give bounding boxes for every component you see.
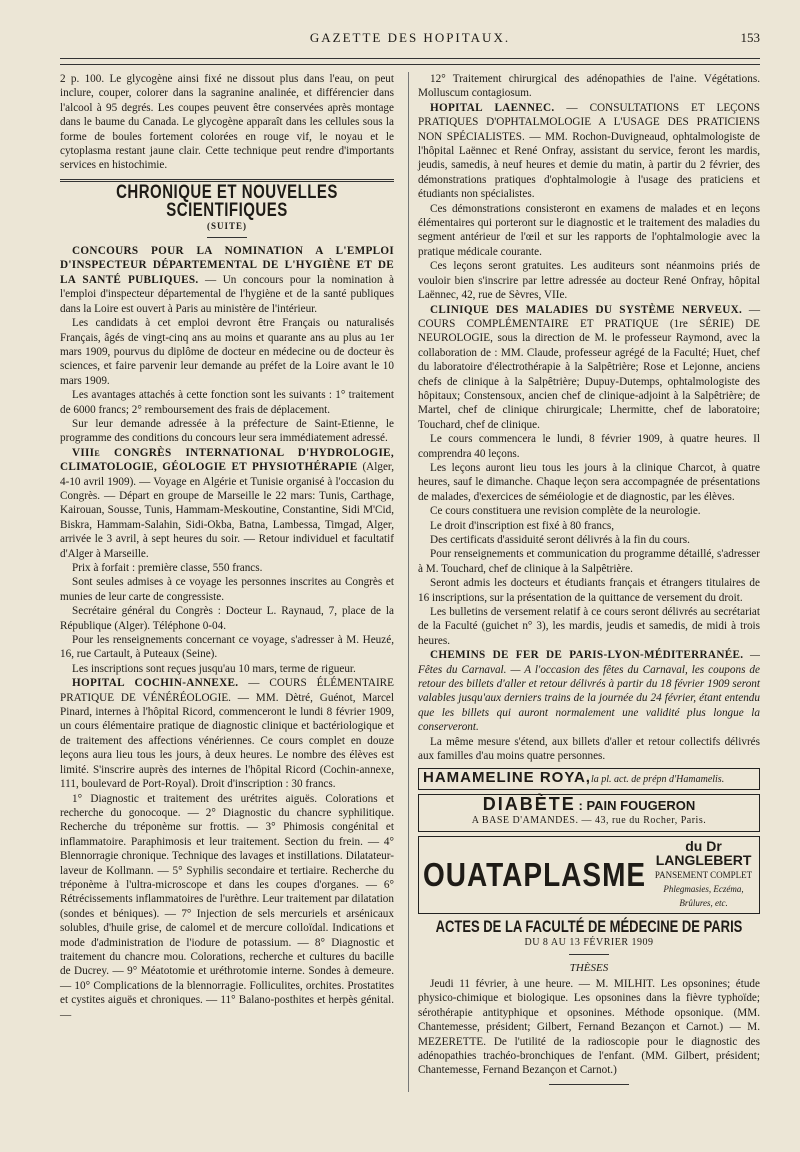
congres-p4: Secrétaire général du Congrès : Docteur L. Raynaud, 7, place de la République (Alger). Téléphone 0-04. bbox=[60, 605, 394, 632]
cochin-p2: 1° Diagnostic et traitement des urétrites aiguës. Colorations et recherche du gonocoque. — 2° Diagnostic du chancre syphilitique. Recherche du tréponème sur frottis. — 3° Phimosis congénital et inflammatoire. Paraphimosis et leur traitement. Section du frein. — 4° Blennorragie chronique. Technique des lavages et instillations. Dilatateur-laveur de Kollmann. — 5° Syphilis secondaire et tertiaire. Recherche du tréponème à l'ultra-microscope et dans les coupes d'organes. — 6° Rétrécissements inflammatoires de l'urèthre. Leur traitement par dilatation (sondes et béniques). — 7° Injection de sels mercuriels et arsénicaux solubles, d'huile grise, de calomel et de mercure colloïdal. Indications et mode d'administration de l'iodure de potassium. — 8° Diagnostic et traitement du chancre mou. Colorations, recherche et cultures du bacille de Ducrey. — 9° Méatotomie et uréthrotomie interne. Sondes à demeure. — 10° Complications de la blennorragie. Folliculites, orchites. Prostatites et cystites aiguës et chroniques. — 11° Balano-posthites et herpès génital. — bbox=[60, 792, 394, 1021]
clinique-p6: Des certificats d'assiduité seront délivrés à la fin du cours. bbox=[430, 534, 690, 546]
right-intro: 12° Traitement chirurgical des adénopathies de l'aine. Végétations. Molluscum contagiosum. bbox=[418, 73, 760, 100]
chronique-title: CHRONIQUE ET NOUVELLES SCIENTIFIQUES bbox=[116, 180, 338, 222]
ad-diabete-title: DIABÈTE bbox=[482, 793, 576, 814]
clinique-p2: Le cours commencera le lundi, 8 février 1909, à quatre heures. Il comprendra 40 leçons. bbox=[418, 433, 760, 460]
ad-ouataplasme-detail: du Dr LANGLEBERT PANSEMENT COMPLET Phlegmasies, Eczéma, Brûlures, etc. bbox=[654, 837, 753, 909]
chronique-subtitle: (SUITE) bbox=[206, 220, 247, 231]
ad-diabete-address: A BASE D'AMANDES. — 43, rue du Rocher, Paris. bbox=[471, 815, 707, 827]
page-number: 153 bbox=[740, 30, 760, 45]
clinique-heading: CLINIQUE DES MALADIES DU SYSTÈME NERVEUX. bbox=[430, 303, 743, 316]
short-rule-2 bbox=[569, 954, 609, 955]
congres-heading: VIIIe CONGRÈS INTERNATIONAL D'HYDROLOGIE, CLIMATOLOGIE, GÉOLOGIE ET PHYSIOTHÉRAPIE bbox=[60, 446, 394, 474]
end-rule bbox=[549, 1084, 629, 1085]
cochin-paragraph: HOPITAL COCHIN-ANNEXE. — COURS ÉLÉMENTAIRE PRATIQUE DE VÉNÉRÉOLOGIE. — MM. Dètré, Guénot, Marcel Pinard, internes à l'hôpital Ricord, commenceront le lundi 8 février 1909, un cours élémentaire pratique de diagnostic clinique et bactériologique et de traitement des affections vénériennes. Ce cours complet en douze leçons aura lieu tous les jours, à deux heures. Le nombre des élèves est limité. S'inscrire auprès des internes de l'hôpital Ricord (Cochin-annexe, 111, boulevard de Port-Royal). Droit d'inscription : 30 francs. bbox=[60, 677, 394, 791]
ad-hamameline-title: HAMAMELINE ROYA,la pl. act. de prépn d'Hamamelis. bbox=[423, 768, 725, 786]
clinique-p8: Seront admis les docteurs et étudiants français et étrangers titulaires de 16 inscriptions, sur la présentation de la quittance de versement du droit. bbox=[418, 577, 760, 604]
intro-paragraph: 2 p. 100. Le glycogène ainsi fixé ne dissout plus dans l'eau, on peut inclure, couper, colorer dans la sagranine analinée, et différencier dans l'alcool à 95 degrés. Les coupes peuvent être conservées après montage dans le baume du Canada. Le glycogène apparaît dans les cellules sous la forme de boules fortement colorées en rouge vif, le noyau et le cytoplasma restant jaune clair. Cette technique peut rendre d'importants services en histochimie. bbox=[60, 73, 394, 172]
ad-hamameline bbox=[418, 768, 760, 790]
ad-diabete bbox=[418, 794, 760, 832]
cochin-heading: HOPITAL COCHIN-ANNEXE. bbox=[72, 677, 239, 690]
clinique-p5: Le droit d'inscription est fixé à 80 francs, bbox=[430, 519, 615, 532]
concours-paragraph: CONCOURS POUR LA NOMINATION A L'EMPLOI D'INSPECTEUR DÉPARTEMENTAL DE L'HYGIÈNE ET DE LA SANTÉ PUBLIQUES. — Un concours pour la nomination à l'emploi d'inspecteur départemental de l'hygiène et de la santé publiques dans la Loire est ouvert à Paris au ministère de l'intérieur. bbox=[60, 245, 394, 315]
clinique-p3: Les leçons auront lieu tous les jours à la clinique Charcot, à quatre heures, sauf le dimanche. Chaque leçon sera accompagnée de présentations de malades, d'exercices de séméiologie et de diagnostic, par les élèves. bbox=[418, 461, 760, 503]
laennec-heading: HOPITAL LAENNEC. bbox=[430, 101, 555, 114]
concours-heading: CONCOURS POUR LA NOMINATION A L'EMPLOI D'INSPECTEUR DÉPARTEMENTAL DE L'HYGIÈNE ET DE LA SANTÉ PUBLIQUES. bbox=[60, 245, 394, 286]
clinique-p9: Les bulletins de versement relatif à ce cours seront délivrés au secrétariat de la Faculté (guichet n° 3), les mardis, jeudis et samedis, de midi à trois heures. bbox=[418, 606, 760, 647]
laennec-p3: Ces leçons seront gratuites. Les auditeurs sont néanmoins priés de vouloir bien s'inscrire par lettre adressée au docteur René Onfray, hôpital Laënnec, 42, rue de Sèvres, VIIe. bbox=[418, 260, 760, 302]
concours-p2: Les candidats à cet emploi devront être Français ou naturalisés Français, âgés de vingt-cinq ans au moins et quarante ans au plus au 1er mars 1909, pourvus du diplôme de docteur en médecine ou de docteur ès sciences, et faire parvenir leur demande au préfet de la Loire avant le 10 mars 1909. bbox=[60, 317, 394, 387]
ad-ouataplasme-title: OUATAPLASME bbox=[423, 855, 647, 893]
theses-paragraph: Jeudi 11 février, à une heure. — M. MILHIT. Les opsonines; étude physico-chimique et biologique. Les opsonines dans la fièvre typhoïde; sérothérapie antityphique et opsonines. Méthode opsonique. (MM. Chantemesse, président; Gilbert, Fernand Bezançon et Carnot.) — M. MEZERETTE. De l'utilité de la radioscopie pour le diagnostic des adénopathies trachéo-bronchiques de l'enfant. (MM. Gilbert, président; Chantemesse, Fernand Bezançon et Carnot.) bbox=[418, 977, 760, 1077]
congres-p6: Les inscriptions sont reçues jusqu'au 10 mars, terme de rigueur. bbox=[72, 662, 356, 675]
theses-heading: THÈSES bbox=[569, 961, 609, 974]
clinique-p7: Pour renseignements et communication du programme détaillé, s'adresser à M. Touchard, chef de clinique à la Salpêtrière. bbox=[418, 548, 760, 575]
header-rule bbox=[60, 58, 760, 65]
congres-p3: Sont seules admises à ce voyage les personnes inscrites au Congrès et munies de leur carte de congressiste. bbox=[60, 576, 394, 603]
journal-title: GAZETTE DES HOPITAUX. bbox=[309, 30, 511, 45]
actes-date: DU 8 AU 13 FÉVRIER 1909 bbox=[524, 937, 654, 949]
concours-p4: Sur leur demande adressée à la préfecture de Saint-Etienne, le programme des conditions du concours leur sera immédiatement adressé. bbox=[60, 417, 394, 445]
congres-paragraph: VIIIe CONGRÈS INTERNATIONAL D'HYDROLOGIE, CLIMATOLOGIE, GÉOLOGIE ET PHYSIOTHÉRAPIE (Alger, 4-10 avril 1909). — Voyage en Algérie et Tunisie organisé à l'occasion du Congrès. — Départ en groupe de Marseille le 22 mars: Tunis, Carthage, Kairouan, Sousse, Tunis, Hammam-Meskoutine, Constantine, Sidi M'Cid, Biskra, Hammam-Salahin, Sidi-Okba, Batna, Lambessa, Timgad, Alger, arrivée le 3 avril, à sept heures du soir. — Retour individuel et facultatif d'Alger à Marseille. bbox=[60, 446, 394, 560]
page-header bbox=[60, 30, 760, 52]
actes-title: ACTES DE LA FACULTÉ DE MÉDECINE DE PARIS bbox=[435, 916, 743, 936]
column-divider bbox=[408, 72, 409, 1092]
chemins-heading: CHEMINS DE FER DE PARIS-LYON-MÉDITERRANÉE. bbox=[430, 649, 744, 662]
clinique-paragraph: CLINIQUE DES MALADIES DU SYSTÈME NERVEUX. — COURS COMPLÉMENTAIRE ET PRATIQUE (1re SÉRIE) DE NEUROLOGIE, sous la direction de M. le professeur Raymond, avec la collaboration de : MM. Claude, professeur agrégé de la Faculté; Huet, chef du laboratoire d'électrothérapie à la Salpêtrière; Rose et Lejonne, anciens chefs de clinique à la Salpêtrière; Dupuy-Dutemps, ophtalmologiste des hôpitaux; Constensoux, ancien chef de clinique-adjoint à la Salpêtrière; de Martel, chef de clinique chirurgicale; Lhermitte, chef de laboratoire; Touchard, chef de clinique. bbox=[418, 303, 761, 431]
laennec-paragraph: HOPITAL LAENNEC. — CONSULTATIONS ET LEÇONS PRATIQUES D'OPHTALMOLOGIE A L'USAGE DES PRATICIENS NON SPÉCIALISTES. — MM. Rochon-Duvigneaud, ophtalmologiste de l'hôpital Laënnec et René Onfray, assistant du service, feront les mardis, jeudis, samedis, à neuf heures et demie du matin, à partir du 2 février, des démonstrations pratiques d'ophtalmologie à l'usage des praticiens et étudiants non spécialistes. bbox=[418, 101, 760, 201]
laennec-p2: Ces démonstrations consisteront en examens de malades et en leçons élémentaires qui porteront sur le diagnostic et le traitement des maladies du segment antérieur de l'œil et sur les rapports de l'ophtalmologie avec la pratique médicale courante. bbox=[418, 202, 760, 258]
left-column bbox=[60, 72, 394, 1022]
chemins-paragraph: CHEMINS DE FER DE PARIS-LYON-MÉDITERRANÉE. — Fêtes du Carnaval. — A l'occasion des fêtes du Carnaval, les coupons de retour des billets d'aller et retour délivrés à partir du 18 février 1909 seront valables jusqu'aux derniers trains de la journée du 24 février, étant entendu que les billets qui auront normalement une validité plus longue la conserveront. bbox=[418, 649, 761, 734]
clinique-p4: Ce cours constituera une revision complète de la neurologie. bbox=[430, 505, 701, 518]
congres-p5: Pour les renseignements concernant ce voyage, s'adresser à M. Heuzé, 16, rue Cartault, à Puteaux (Seine). bbox=[60, 634, 394, 661]
congres-p2: Prix à forfait : première classe, 550 francs. bbox=[72, 562, 263, 574]
chemins-p2: La même mesure s'étend, aux billets d'aller et retour collectifs délivrés aux familles d'au moins quatre personnes. bbox=[418, 735, 760, 763]
ad-diabete-product: : PAIN FOUGERON bbox=[578, 797, 696, 813]
short-rule bbox=[207, 237, 247, 238]
concours-p3: Les avantages attachés à cette fonction sont les suivants : 1° traitement de 6000 francs; 2° remboursement des frais de déplacement. bbox=[60, 389, 394, 416]
ad-ouataplasme bbox=[418, 836, 760, 914]
right-column bbox=[418, 72, 760, 1085]
